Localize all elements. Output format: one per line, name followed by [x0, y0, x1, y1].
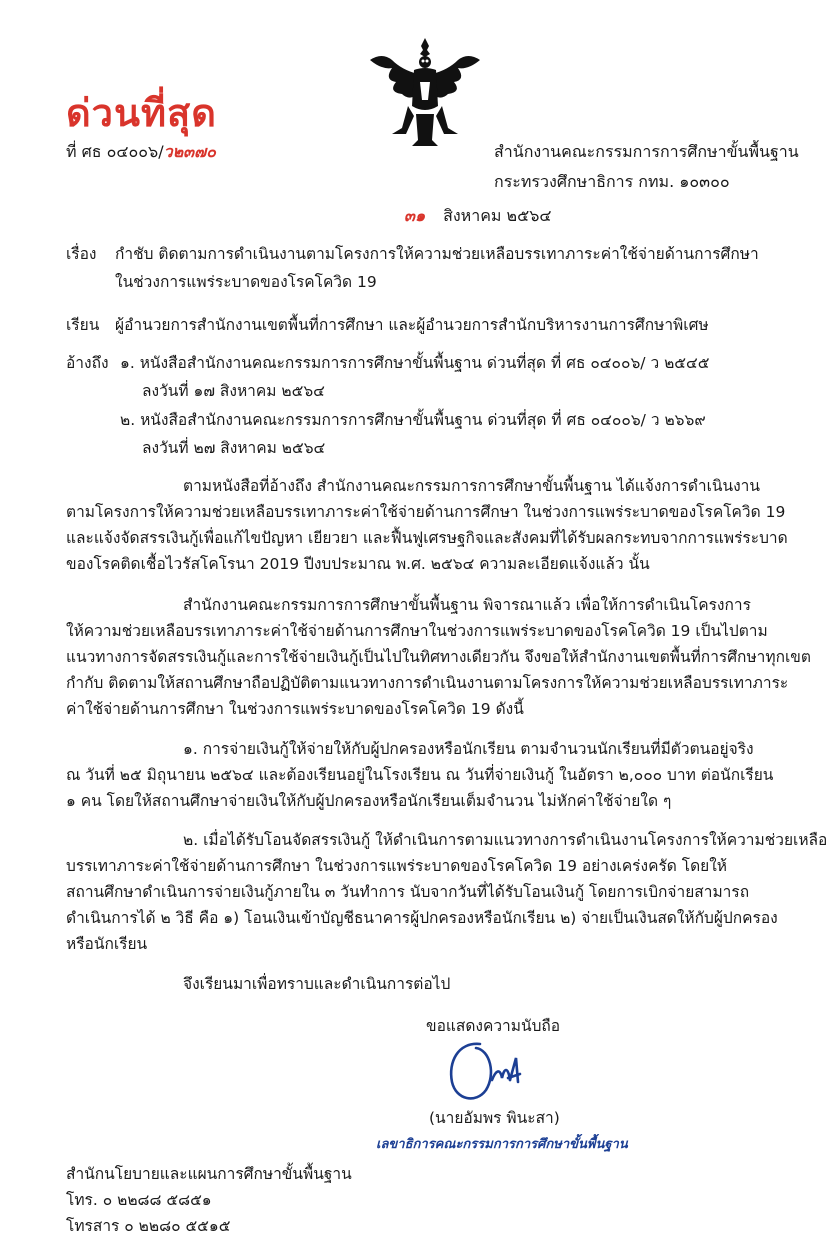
date-day-handwritten: ๓๑: [404, 206, 426, 225]
signer-title: เลขาธิการคณะกรรมการการศึกษาขั้นพื้นฐาน: [376, 1137, 628, 1152]
reference-1-line-2: ลงวันที่ ๑๗ สิงหาคม ๒๕๖๔: [142, 382, 325, 400]
addressee-label: เรียน: [66, 316, 100, 334]
reference-1-line-1: ๑. หนังสือสำนักงานคณะกรรมการการศึกษาขั้นพื้นฐาน ด่วนที่สุด ที่ ศธ ๐๔๐๐๖/ ว ๒๕๔๕: [120, 354, 710, 372]
item1-line-2: ณ วันที่ ๒๕ มิถุนายน ๒๕๖๔ และต้องเรียนอยู่ในโรงเรียน ณ วันที่จ่ายเงินกู้ ในอัตรา ๒,๐๐๐ บาท ต่อนักเรียน: [66, 766, 774, 784]
subject-label: เรื่อง: [66, 245, 97, 263]
document-number-handwritten: ว๒๓๗๐: [163, 142, 216, 161]
item1-line-1: ๑. การจ่ายเงินกู้ให้จ่ายให้กับผู้ปกครองหรือนักเรียน ตามจำนวนนักเรียนที่มีตัวตนอยู่จริง: [183, 740, 754, 758]
para2-line-1: สำนักงานคณะกรรมการการศึกษาขั้นพื้นฐาน พิจารณาแล้ว เพื่อให้การดำเนินโครงการ: [183, 596, 751, 614]
item2-line-3: สถานศึกษาดำเนินการจ่ายเงินกู้ภายใน ๓ วันทำการ นับจากวันที่ได้รับโอนเงินกู้ โดยการเบิกจ่ายสามารถ: [66, 883, 750, 901]
footer-telephone: โทร. ๐ ๒๒๘๘ ๕๘๕๑: [66, 1191, 212, 1209]
item2-line-5: หรือนักเรียน: [66, 935, 148, 953]
item2-line-1: ๒. เมื่อได้รับโอนจัดสรรเงินกู้ ให้ดำเนินการตามแนวทางการดำเนินงานโครงการให้ความช่วยเหลือ: [183, 831, 828, 849]
para1-line-1: ตามหนังสือที่อ้างถึง สำนักงานคณะกรรมการการศึกษาขั้นพื้นฐาน ได้แจ้งการดำเนินงาน: [183, 477, 760, 495]
closing-statement: จึงเรียนมาเพื่อทราบและดำเนินการต่อไป: [183, 975, 451, 993]
date-month-year: สิงหาคม ๒๕๖๔: [443, 206, 552, 225]
para1-line-3: และแจ้งจัดสรรเงินกู้เพื่อแก้ไขปัญหา เยียวยา และฟื้นฟูเศรษฐกิจและสังคมที่ได้รับผลกระทบจากการแพร่ระบาด: [66, 529, 788, 547]
document-number-prefix: ที่ ศธ ๐๔๐๐๖/: [66, 142, 164, 161]
signer-name: (นายอัมพร พินะสา): [429, 1109, 560, 1127]
garuda-emblem-icon: [362, 30, 488, 150]
agency-address: กระทรวงศึกษาธิการ กทม. ๑๐๓๐๐: [494, 172, 730, 191]
para2-line-2: ให้ความช่วยเหลือบรรเทาภาระค่าใช้จ่ายด้านการศึกษาในช่วงการแพร่ระบาดของโรคโควิด 19 เป็นไปตาม: [66, 622, 768, 640]
addressee-text: ผู้อำนวยการสำนักงานเขตพื้นที่การศึกษา และผู้อำนวยการสำนักบริหารงานการศึกษาพิเศษ: [115, 316, 709, 334]
document-date: [404, 204, 551, 229]
reference-label: อ้างถึง: [66, 354, 109, 372]
reference-2-line-2: ลงวันที่ ๒๗ สิงหาคม ๒๕๖๔: [142, 439, 326, 457]
document-number: [66, 140, 216, 165]
para2-line-5: ค่าใช้จ่ายด้านการศึกษา ในช่วงการแพร่ระบาดของโรคโควิด 19 ดังนี้: [66, 700, 524, 718]
footer-office: สำนักนโยบายและแผนการศึกษาขั้นพื้นฐาน: [66, 1165, 352, 1183]
regards: ขอแสดงความนับถือ: [426, 1017, 561, 1035]
item1-line-3: ๑ คน โดยให้สถานศึกษาจ่ายเงินให้กับผู้ปกครองหรือนักเรียนเต็มจำนวน ไม่หักค่าใช้จ่ายใด ๆ: [66, 792, 672, 810]
para1-line-2: ตามโครงการให้ความช่วยเหลือบรรเทาภาระค่าใช้จ่ายด้านการศึกษา ในช่วงการแพร่ระบาดของโรคโควิด 19: [66, 503, 786, 521]
para1-line-4: ของโรคติดเชื้อไวรัสโคโรนา 2019 ปีงบประมาณ พ.ศ. ๒๕๖๔ ความละเอียดแจ้งแล้ว นั้น: [66, 555, 650, 573]
reference-2-line-1: ๒. หนังสือสำนักงานคณะกรรมการการศึกษาขั้นพื้นฐาน ด่วนที่สุด ที่ ศธ ๐๔๐๐๖/ ว ๒๖๖๙: [120, 411, 706, 429]
handwritten-signature: [440, 1034, 560, 1110]
agency-name: สำนักงานคณะกรรมการการศึกษาขั้นพื้นฐาน: [494, 142, 799, 161]
subject-line-1: กำชับ ติดตามการดำเนินงานตามโครงการให้ความช่วยเหลือบรรเทาภาระค่าใช้จ่ายด้านการศึกษา: [115, 245, 759, 263]
para2-line-4: กำกับ ติดตามให้สถานศึกษาถือปฏิบัติตามแนวทางการดำเนินงานตามโครงการให้ความช่วยเหลือบรรเทาภาระ: [66, 674, 789, 692]
item2-line-2: บรรเทาภาระค่าใช้จ่ายด้านการศึกษา ในช่วงการแพร่ระบาดของโรคโควิด 19 อย่างเคร่งครัด โดยให้: [66, 857, 728, 875]
item2-line-4: ดำเนินการได้ ๒ วิธี คือ ๑) โอนเงินเข้าบัญชีธนาคารผู้ปกครองหรือนักเรียน ๒) จ่ายเป็นเงินสดให้กับผู้ปกครอง: [66, 909, 778, 927]
para2-line-3: แนวทางการจัดสรรเงินกู้และการใช้จ่ายเงินกู้เป็นไปในทิศทางเดียวกัน จึงขอให้สำนักงานเขตพื้นที่การศึกษาทุกเขต: [66, 648, 811, 666]
footer-fax: โทรสาร ๐ ๒๒๘๐ ๕๕๑๕: [66, 1217, 231, 1235]
urgency-stamp: ด่วนที่สุด: [66, 91, 217, 135]
subject-line-2: ในช่วงการแพร่ระบาดของโรคโควิด 19: [115, 273, 377, 291]
